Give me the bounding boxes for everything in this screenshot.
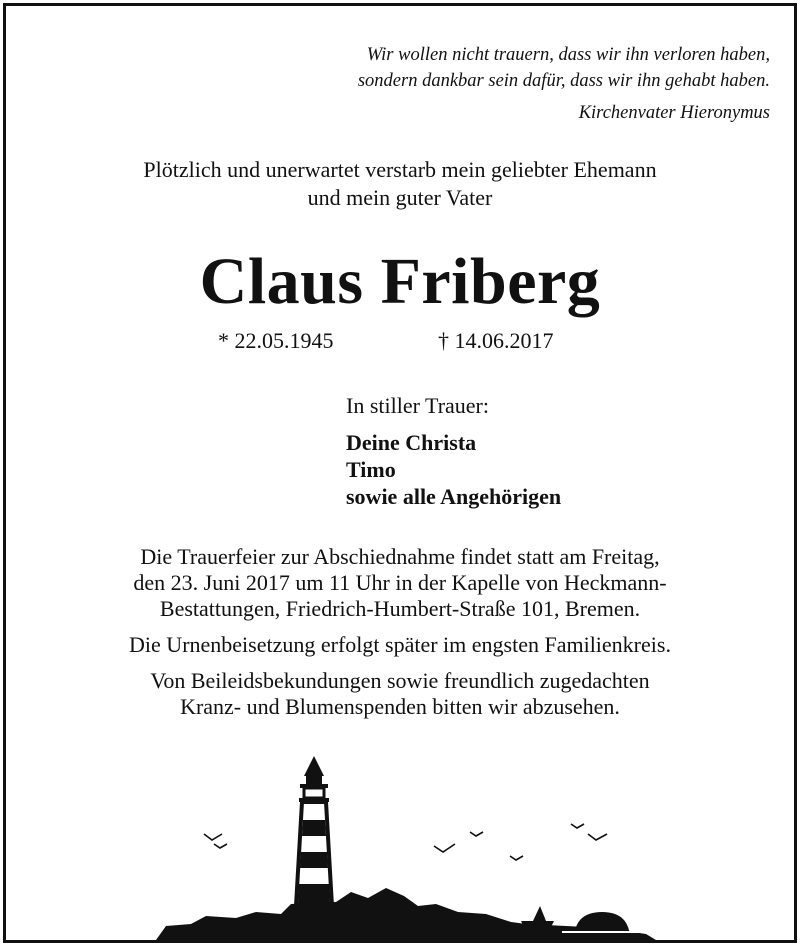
quote-author: Kirchenvater Hieronymus bbox=[578, 103, 770, 123]
intro-text bbox=[6, 156, 794, 212]
condolences-line: Kranz- und Blumenspenden bitten wir abzusehen. bbox=[180, 694, 620, 719]
mourner-name: Deine Christa bbox=[346, 430, 477, 455]
mourners-heading: In stiller Trauer: bbox=[346, 393, 489, 418]
intro-line: und mein guter Vater bbox=[307, 185, 493, 210]
quote-line: sondern dankbar sein dafür, dass wir ihn gehabt haben. bbox=[357, 71, 770, 91]
intro-line: Plötzlich und unerwartet verstarb mein geliebter Ehemann bbox=[143, 157, 657, 182]
obituary-notice bbox=[3, 3, 797, 943]
mourner-name: Timo bbox=[346, 457, 396, 482]
quote-line: Wir wollen nicht trauern, dass wir ihn verloren haben, bbox=[366, 45, 770, 65]
urn-paragraph: Die Urnenbeisetzung erfolgt später im engsten Familienkreis. bbox=[129, 632, 671, 657]
service-line: Bestattungen, Friedrich-Humbert-Straße 101, Bremen. bbox=[159, 596, 641, 621]
memorial-quote bbox=[358, 42, 770, 126]
condolences-paragraph bbox=[6, 668, 794, 720]
condolences-line: Von Beileidsbekundungen sowie freundlich zugedachten bbox=[150, 668, 650, 693]
service-info bbox=[6, 544, 794, 730]
deceased-name: Claus Friberg bbox=[199, 245, 601, 318]
mourner-name: sowie alle Angehörigen bbox=[346, 484, 562, 509]
death-date: † 14.06.2017 bbox=[438, 328, 554, 353]
birth-date: * 22.05.1945 bbox=[218, 328, 334, 353]
service-line: den 23. Juni 2017 um 11 Uhr in der Kapelle von Heckmann- bbox=[133, 570, 667, 595]
service-paragraph bbox=[6, 544, 794, 622]
lighthouse-icon bbox=[6, 736, 794, 940]
birds bbox=[204, 824, 607, 860]
service-line: Die Trauerfeier zur Abschiednahme findet statt am Freitag, bbox=[140, 544, 660, 569]
mourners-block bbox=[346, 392, 561, 510]
